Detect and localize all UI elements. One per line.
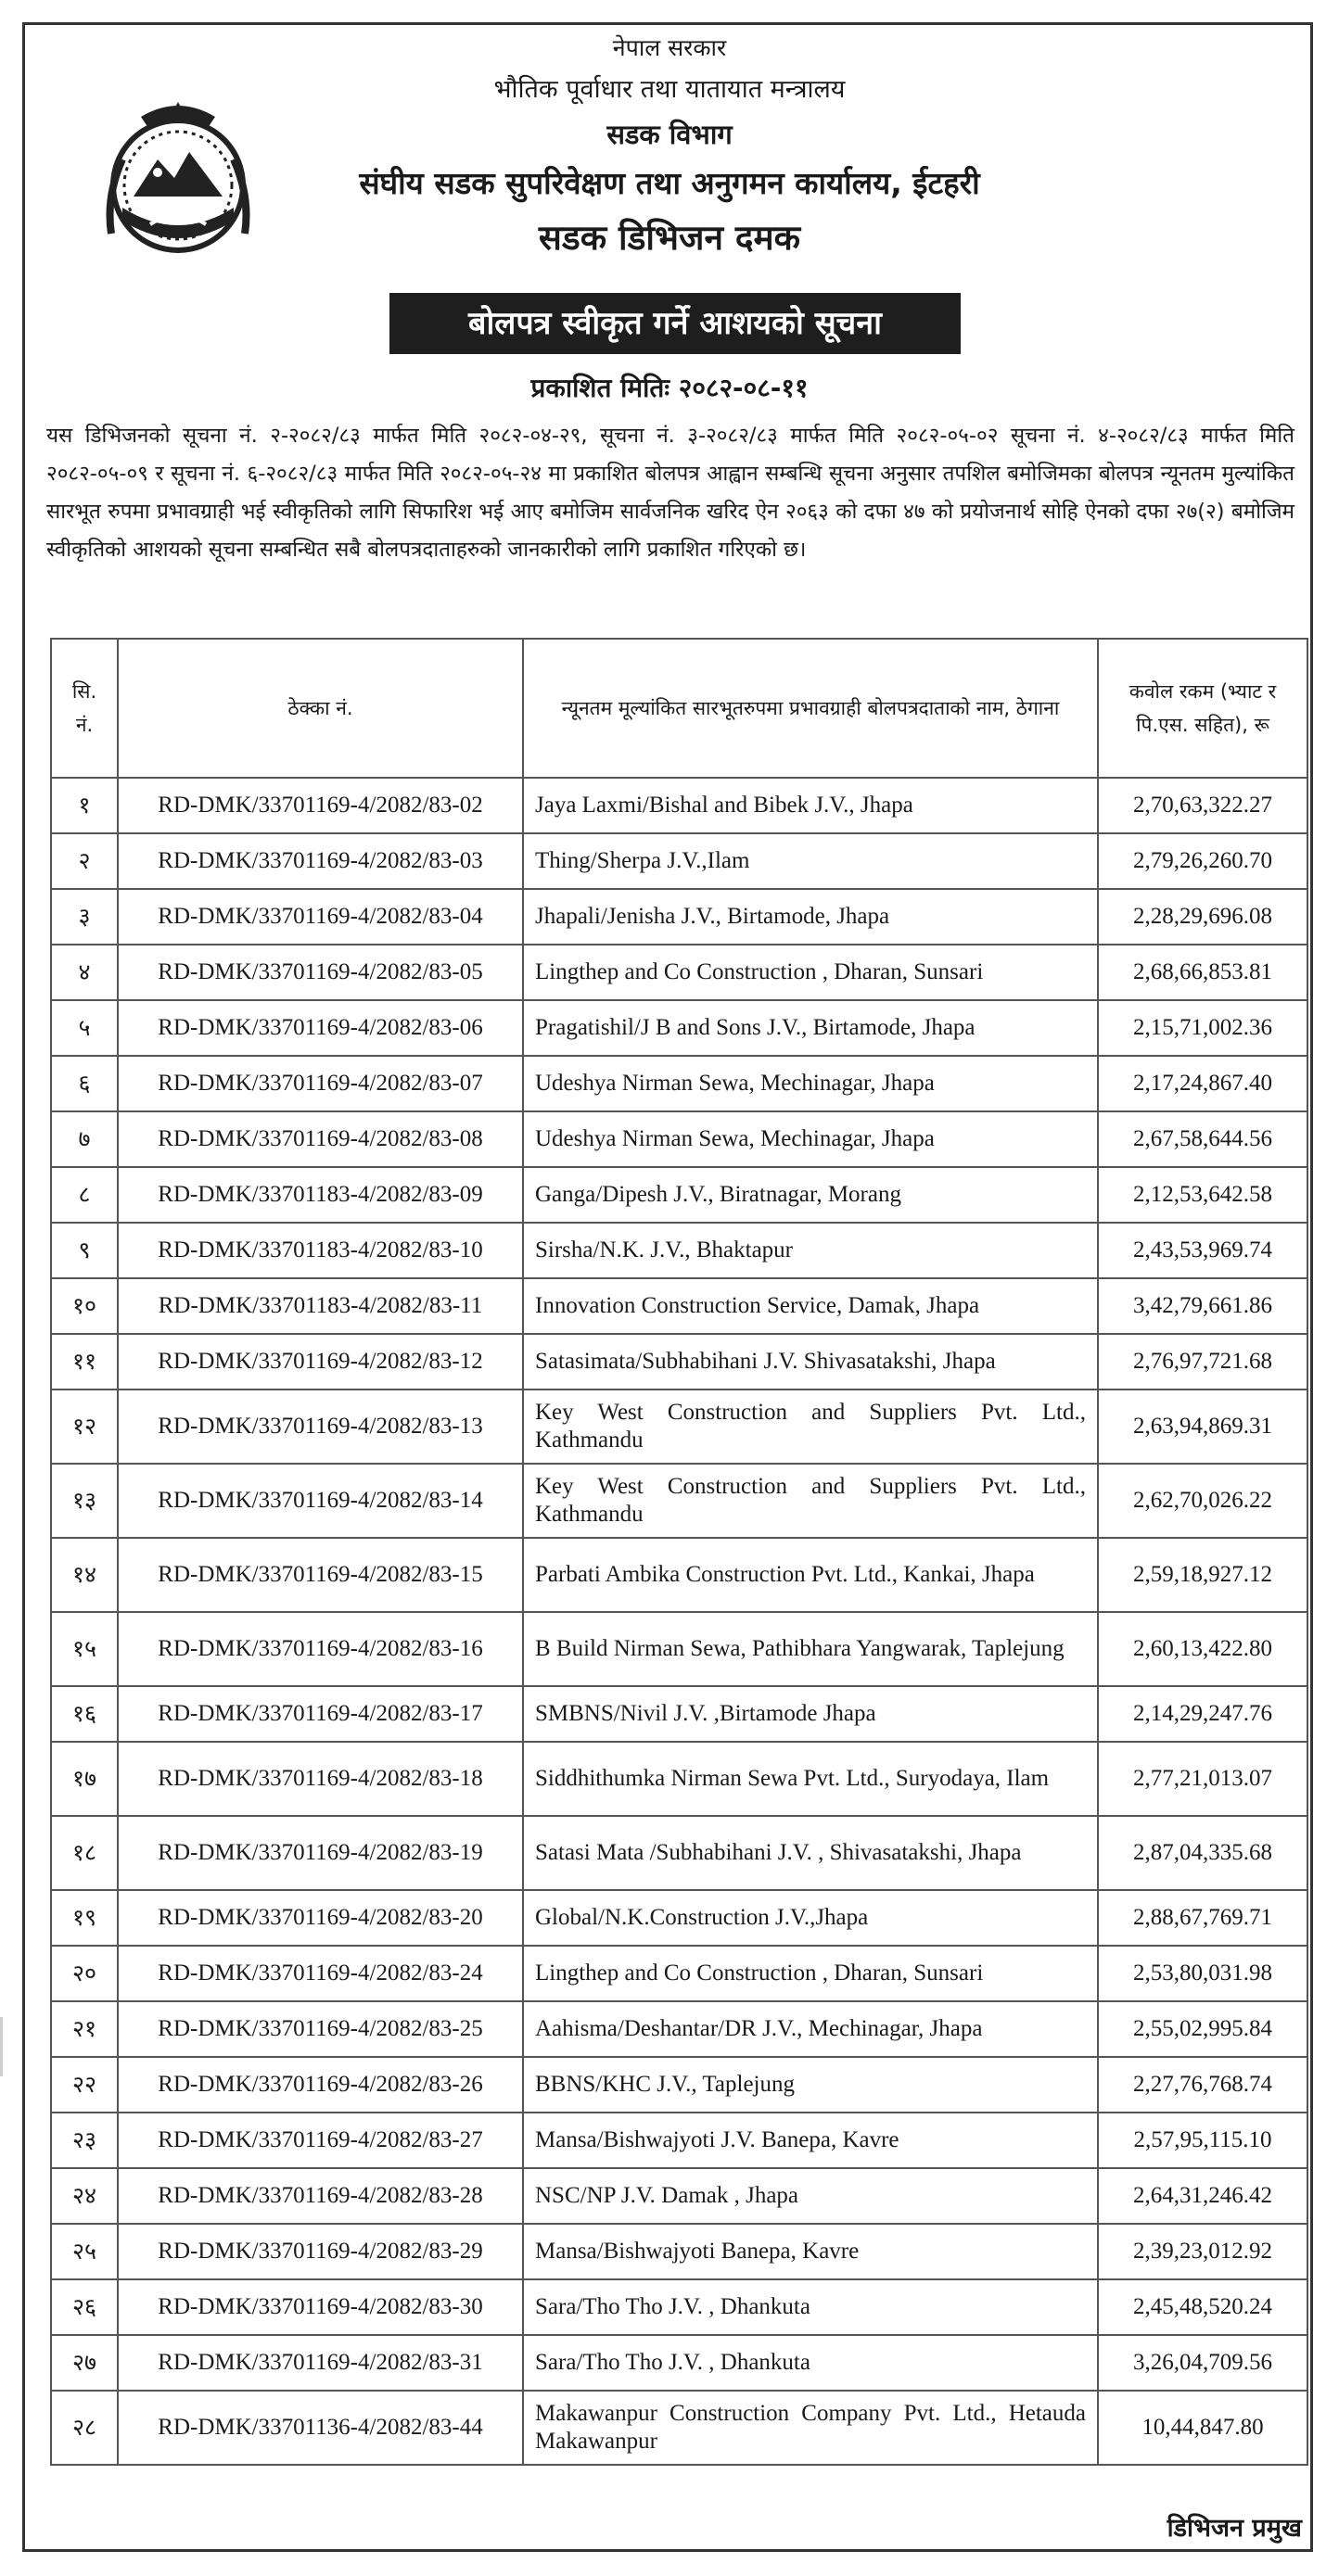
row-sn: १३ <box>51 1464 118 1538</box>
row-sn: ७ <box>51 1111 118 1167</box>
header-office: संघीय सडक सुपरिवेक्षण तथा अनुगमन कार्यालय, ईटहरी <box>359 165 980 201</box>
row-contract-no: RD-DMK/33701169-4/2082/83-05 <box>118 945 523 1000</box>
row-sn: १२ <box>51 1390 118 1464</box>
table-row <box>51 2057 1307 2113</box>
row-bidder: Udeshya Nirman Sewa, Mechinagar, Jhapa <box>523 1111 1098 1167</box>
row-bidder: Jaya Laxmi/Bishal and Bibek J.V., Jhapa <box>523 778 1098 833</box>
row-sn: २ <box>51 833 118 889</box>
row-amount: 2,79,26,260.70 <box>1098 833 1307 889</box>
row-contract-no: RD-DMK/33701169-4/2082/83-26 <box>118 2057 523 2113</box>
row-sn: १५ <box>51 1612 118 1686</box>
row-contract-no: RD-DMK/33701183-4/2082/83-11 <box>118 1278 523 1334</box>
row-amount: 2,64,31,246.42 <box>1098 2168 1307 2224</box>
header-government: नेपाल सरकार <box>612 34 727 61</box>
row-bidder: Key West Construction and Suppliers Pvt. Ltd., Kathmandu <box>523 1390 1098 1464</box>
row-contract-no: RD-DMK/33701169-4/2082/83-29 <box>118 2224 523 2279</box>
row-bidder: Parbati Ambika Construction Pvt. Ltd., Kankai, Jhapa <box>523 1538 1098 1612</box>
row-contract-no: RD-DMK/33701183-4/2082/83-09 <box>118 1167 523 1223</box>
row-bidder: Satasimata/Subhabihani J.V. Shivasatakshi, Jhapa <box>523 1334 1098 1390</box>
row-amount: 2,60,13,422.80 <box>1098 1612 1307 1686</box>
row-contract-no: RD-DMK/33701169-4/2082/83-18 <box>118 1742 523 1816</box>
row-contract-no: RD-DMK/33701169-4/2082/83-16 <box>118 1612 523 1686</box>
row-contract-no: RD-DMK/33701169-4/2082/83-20 <box>118 1890 523 1946</box>
row-bidder: NSC/NP J.V. Damak , Jhapa <box>523 2168 1098 2224</box>
row-amount: 3,42,79,661.86 <box>1098 1278 1307 1334</box>
table-row <box>51 1686 1307 1742</box>
header-contract-no: ठेक्का नं. <box>118 639 523 778</box>
row-bidder: BBNS/KHC J.V., Taplejung <box>523 2057 1098 2113</box>
table-row <box>51 1056 1307 1111</box>
row-contract-no: RD-DMK/33701169-4/2082/83-06 <box>118 1000 523 1056</box>
row-bidder: B Build Nirman Sewa, Pathibhara Yangwarak, Taplejung <box>523 1612 1098 1686</box>
row-contract-no: RD-DMK/33701169-4/2082/83-24 <box>118 1946 523 2001</box>
table-row <box>51 1334 1307 1390</box>
intro-paragraph: यस डिभिजनको सूचना नं. २-२०८२/८३ मार्फत मिति २०८२-०४-२९, सूचना नं. ३-२०८२/८३ मार्फत मिति २०८२-०५-०२ सूचना नं. ४-२०८२/८३ मार्फत मिति २०८२-०५-०९ र सूचना नं. ६-२०८२/८३ मार्फत मिति २०८२-०५-२४ मा प्रकाशित बोलपत्र आह्वान सम्बन्धि सूचना अनुसार तपशिल बमोजिमका बोलपत्र न्यूनतम मुल्यांकित सारभूत रुपमा प्रभावग्राही भई स्वीकृतिको लागि सिफारिश भई आए बमोजिम सार्वजनिक खरिद ऐन २०६३ को दफा ४७ को प्रयोजनार्थ सोहि ऐनको दफा २७(२) बमोजिम स्वीकृतिको आशयको सूचना सम्बन्धित सबै बोलपत्रदाताहरुको जानकारीको लागि प्रकाशित गरिएको छ। <box>46 424 1294 562</box>
row-sn: २१ <box>51 2001 118 2057</box>
row-sn: ६ <box>51 1056 118 1111</box>
header-bidder: न्यूनतम मूल्यांकित सारभूतरुपमा प्रभावग्राही बोलपत्रदाताको नाम, ठेगाना <box>523 639 1098 778</box>
row-contract-no: RD-DMK/33701169-4/2082/83-07 <box>118 1056 523 1111</box>
row-bidder: Sirsha/N.K. J.V., Bhaktapur <box>523 1223 1098 1278</box>
row-bidder: Lingthep and Co Construction , Dharan, Sunsari <box>523 945 1098 1000</box>
header-division: सडक डिभिजन दमक <box>538 218 801 258</box>
bids-table <box>50 638 1308 2466</box>
row-sn: २६ <box>51 2279 118 2335</box>
row-amount: 2,68,66,853.81 <box>1098 945 1307 1000</box>
table-row <box>51 1538 1307 1612</box>
row-sn: १९ <box>51 1890 118 1946</box>
row-bidder: Innovation Construction Service, Damak, Jhapa <box>523 1278 1098 1334</box>
row-amount: 2,88,67,769.71 <box>1098 1890 1307 1946</box>
row-amount: 2,63,94,869.31 <box>1098 1390 1307 1464</box>
table-row <box>51 1742 1307 1816</box>
table-row <box>51 2001 1307 2057</box>
row-bidder: Lingthep and Co Construction , Dharan, Sunsari <box>523 1946 1098 2001</box>
row-contract-no: RD-DMK/33701169-4/2082/83-03 <box>118 833 523 889</box>
table-row <box>51 1612 1307 1686</box>
row-sn: १४ <box>51 1538 118 1612</box>
row-bidder: Udeshya Nirman Sewa, Mechinagar, Jhapa <box>523 1056 1098 1111</box>
row-contract-no: RD-DMK/33701169-4/2082/83-31 <box>118 2335 523 2391</box>
table-row <box>51 1000 1307 1056</box>
row-amount: 3,26,04,709.56 <box>1098 2335 1307 2391</box>
row-contract-no: RD-DMK/33701183-4/2082/83-10 <box>118 1223 523 1278</box>
row-amount: 2,28,29,696.08 <box>1098 889 1307 945</box>
table-row <box>51 1111 1307 1167</box>
row-amount: 2,67,58,644.56 <box>1098 1111 1307 1167</box>
row-sn: ९ <box>51 1223 118 1278</box>
header-sn: सि. नं. <box>51 639 118 778</box>
row-sn: २७ <box>51 2335 118 2391</box>
table-row <box>51 1816 1307 1890</box>
row-sn: २५ <box>51 2224 118 2279</box>
row-sn: २८ <box>51 2391 118 2465</box>
notice-title: बोलपत्र स्वीकृत गर्ने आशयको सूचना <box>389 293 961 354</box>
row-contract-no: RD-DMK/33701169-4/2082/83-04 <box>118 889 523 945</box>
row-sn: ८ <box>51 1167 118 1223</box>
published-date: प्रकाशित मितिः २०८२-०८-११ <box>530 373 809 403</box>
row-sn: ११ <box>51 1334 118 1390</box>
table-row <box>51 2224 1307 2279</box>
row-contract-no: RD-DMK/33701169-4/2082/83-17 <box>118 1686 523 1742</box>
row-amount: 2,87,04,335.68 <box>1098 1816 1307 1890</box>
row-contract-no: RD-DMK/33701169-4/2082/83-30 <box>118 2279 523 2335</box>
table-row <box>51 2335 1307 2391</box>
table-row <box>51 2168 1307 2224</box>
table-row <box>51 889 1307 945</box>
row-bidder: Sara/Tho Tho J.V. , Dhankuta <box>523 2279 1098 2335</box>
row-amount: 2,59,18,927.12 <box>1098 1538 1307 1612</box>
row-contract-no: RD-DMK/33701169-4/2082/83-12 <box>118 1334 523 1390</box>
row-sn: २४ <box>51 2168 118 2224</box>
row-amount: 2,12,53,642.58 <box>1098 1167 1307 1223</box>
row-bidder: Key West Construction and Suppliers Pvt. Ltd., Kathmandu <box>523 1464 1098 1538</box>
row-amount: 2,76,97,721.68 <box>1098 1334 1307 1390</box>
row-amount: 2,17,24,867.40 <box>1098 1056 1307 1111</box>
row-contract-no: RD-DMK/33701136-4/2082/83-44 <box>118 2391 523 2465</box>
table-row <box>51 945 1307 1000</box>
table-row <box>51 1390 1307 1464</box>
row-amount: 2,77,21,013.07 <box>1098 1742 1307 1816</box>
row-sn: १ <box>51 778 118 833</box>
row-contract-no: RD-DMK/33701169-4/2082/83-02 <box>118 778 523 833</box>
row-amount: 2,27,76,768.74 <box>1098 2057 1307 2113</box>
table-row <box>51 2391 1307 2465</box>
row-bidder: Jhapali/Jenisha J.V., Birtamode, Jhapa <box>523 889 1098 945</box>
row-amount: 2,39,23,012.92 <box>1098 2224 1307 2279</box>
table-row <box>51 1278 1307 1334</box>
row-bidder: Mansa/Bishwajyoti Banepa, Kavre <box>523 2224 1098 2279</box>
row-sn: २२ <box>51 2057 118 2113</box>
table-body <box>51 778 1307 2465</box>
row-contract-no: RD-DMK/33701169-4/2082/83-14 <box>118 1464 523 1538</box>
row-amount: 2,45,48,520.24 <box>1098 2279 1307 2335</box>
row-amount: 2,57,95,115.10 <box>1098 2113 1307 2168</box>
table-row <box>51 833 1307 889</box>
row-bidder: Ganga/Dipesh J.V., Biratnagar, Morang <box>523 1167 1098 1223</box>
row-amount: 2,62,70,026.22 <box>1098 1464 1307 1538</box>
table-row <box>51 2113 1307 2168</box>
row-bidder: Global/N.K.Construction J.V.,Jhapa <box>523 1890 1098 1946</box>
row-contract-no: RD-DMK/33701169-4/2082/83-15 <box>118 1538 523 1612</box>
row-contract-no: RD-DMK/33701169-4/2082/83-25 <box>118 2001 523 2057</box>
row-amount: 10,44,847.80 <box>1098 2391 1307 2465</box>
row-amount: 2,53,80,031.98 <box>1098 1946 1307 2001</box>
row-sn: ३ <box>51 889 118 945</box>
row-contract-no: RD-DMK/33701169-4/2082/83-27 <box>118 2113 523 2168</box>
row-amount: 2,15,71,002.36 <box>1098 1000 1307 1056</box>
row-bidder: Thing/Sherpa J.V.,Ilam <box>523 833 1098 889</box>
header-ministry: भौतिक पूर्वाधार तथा यातायात मन्त्रालय <box>493 75 846 104</box>
table-header-row <box>51 639 1307 778</box>
row-amount: 2,70,63,322.27 <box>1098 778 1307 833</box>
row-sn: ५ <box>51 1000 118 1056</box>
row-bidder: SMBNS/Nivil J.V. ,Birtamode Jhapa <box>523 1686 1098 1742</box>
row-bidder: Siddhithumka Nirman Sewa Pvt. Ltd., Suryodaya, Ilam <box>523 1742 1098 1816</box>
row-sn: १० <box>51 1278 118 1334</box>
row-sn: १७ <box>51 1742 118 1816</box>
header-department: सडक विभाग <box>606 119 733 150</box>
scan-edge-mark <box>0 2017 3 2076</box>
row-sn: १८ <box>51 1816 118 1890</box>
row-contract-no: RD-DMK/33701169-4/2082/83-19 <box>118 1816 523 1890</box>
table-row <box>51 778 1307 833</box>
row-bidder: Aahisma/Deshantar/DR J.V., Mechinagar, Jhapa <box>523 2001 1098 2057</box>
table-row <box>51 2279 1307 2335</box>
row-sn: १६ <box>51 1686 118 1742</box>
row-amount: 2,55,02,995.84 <box>1098 2001 1307 2057</box>
row-sn: ४ <box>51 945 118 1000</box>
row-sn: २३ <box>51 2113 118 2168</box>
row-amount: 2,14,29,247.76 <box>1098 1686 1307 1742</box>
header-amount: कवोल रकम (भ्याट र पि.एस. सहित), रू <box>1098 639 1307 778</box>
table-row <box>51 1464 1307 1538</box>
government-header <box>26 28 1313 267</box>
row-contract-no: RD-DMK/33701169-4/2082/83-08 <box>118 1111 523 1167</box>
row-bidder: Mansa/Bishwajyoti J.V. Banepa, Kavre <box>523 2113 1098 2168</box>
row-contract-no: RD-DMK/33701169-4/2082/83-13 <box>118 1390 523 1464</box>
row-contract-no: RD-DMK/33701169-4/2082/83-28 <box>118 2168 523 2224</box>
row-bidder: Pragatishil/J B and Sons J.V., Birtamode, Jhapa <box>523 1000 1098 1056</box>
table-row <box>51 1890 1307 1946</box>
row-bidder: Sara/Tho Tho J.V. , Dhankuta <box>523 2335 1098 2391</box>
table-row <box>51 1946 1307 2001</box>
division-chief-signature: डिभिजन प्रमुख <box>1167 2514 1302 2543</box>
row-bidder: Satasi Mata /Subhabihani J.V. , Shivasatakshi, Jhapa <box>523 1816 1098 1890</box>
row-sn: २० <box>51 1946 118 2001</box>
table-row <box>51 1223 1307 1278</box>
row-amount: 2,43,53,969.74 <box>1098 1223 1307 1278</box>
table-row <box>51 1167 1307 1223</box>
row-bidder: Makawanpur Construction Company Pvt. Ltd., Hetauda Makawanpur <box>523 2391 1098 2465</box>
